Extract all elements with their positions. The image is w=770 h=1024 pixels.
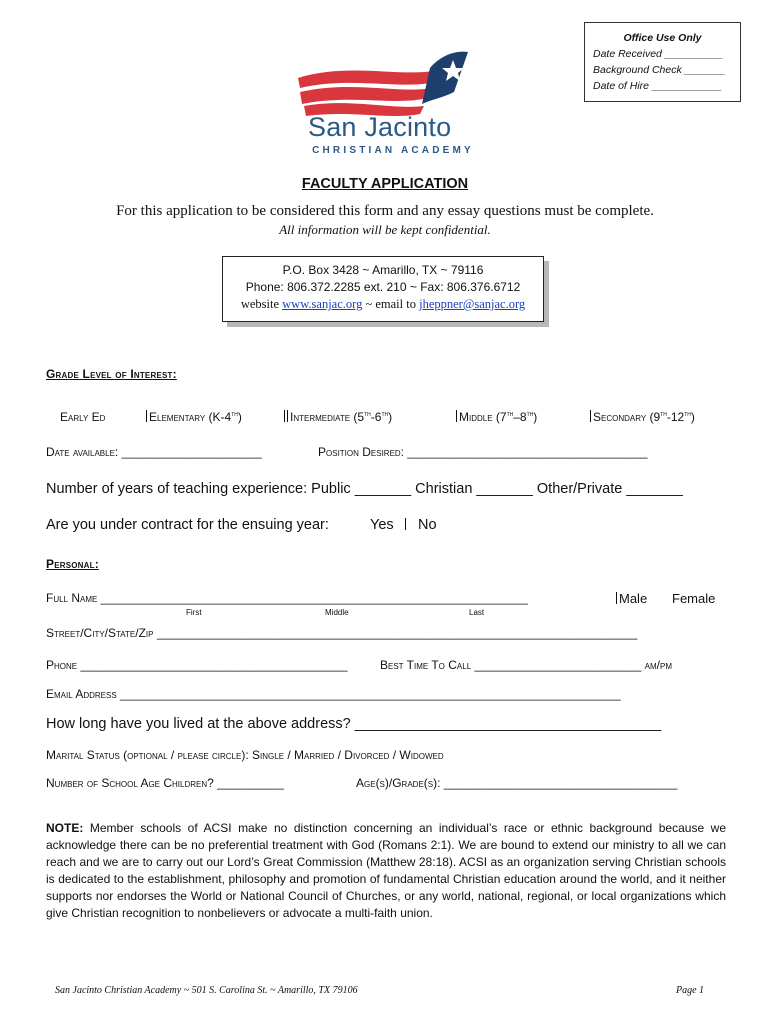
sup: th xyxy=(506,411,514,418)
logo-name: San Jacinto xyxy=(308,112,452,142)
middle-label: Middle (7 xyxy=(459,410,507,424)
yes-label: Yes xyxy=(370,517,394,533)
sup: th xyxy=(364,411,371,418)
footer-page-number: Page 1 xyxy=(676,985,705,996)
footer-address: San Jacinto Christian Academy ~ 501 S. Carolina St. ~ Amarillo, TX 79106 xyxy=(55,985,358,996)
intermediate-label: Intermediate (5 xyxy=(290,410,365,424)
contract-no-option[interactable] xyxy=(405,517,437,533)
sup: th xyxy=(231,411,238,418)
contract-question: Are you under contract for the ensuing year: xyxy=(46,517,329,533)
male-option[interactable] xyxy=(616,591,647,606)
last-name-sublabel: Last xyxy=(469,608,485,617)
grade-level-heading: Grade Level of Interest: xyxy=(46,367,177,381)
checkbox-mark xyxy=(287,410,288,422)
page-title: FACULTY APPLICATION xyxy=(301,176,469,192)
full-name-field[interactable]: Full Name ________________________________________________________________ xyxy=(46,591,528,605)
checkbox-mark xyxy=(590,410,591,422)
note-text: Member schools of ACSI make no distinction concerning an individual’s race or ethnic background because we acknowledge there can be no preferential treatment with God (Romans 2:1). We are bound to extend our ministry to all we can reach and we are to carry out our Lord’s Great Commission (Matthew 28:18). ACSI as an organization serving Christian schools is dedicated to the establishment, philosophy and promotion of fundamental Christian education around the world, and it neither supports nor endorses the World or National Council of Churches, or any world, national, regional, or local organizations which give Christian recognition to nonbelievers or advocate a multi-faith union. xyxy=(46,821,726,920)
office-use-box xyxy=(584,22,741,102)
checkbox-mark xyxy=(284,410,285,422)
contact-phone: Phone: 806.372.2285 ext. 210 ~ Fax: 806.376.6712 xyxy=(245,280,521,294)
female-option[interactable] xyxy=(672,591,715,606)
phone-field[interactable]: Phone ________________________________________ xyxy=(46,658,348,672)
email-prefix: ~ email to xyxy=(362,297,420,311)
teaching-experience-field[interactable]: Number of years of teaching experience: Public _______ Christian _______ Other/Private _______ xyxy=(46,481,683,497)
male-label: Male xyxy=(619,591,648,606)
position-desired-field[interactable]: Position Desired: ____________________________________ xyxy=(318,445,648,459)
background-check-line: Background Check _______ xyxy=(593,64,726,76)
grade-option-intermediate[interactable] xyxy=(284,410,392,424)
note-label: NOTE: xyxy=(46,821,84,835)
date-available-field[interactable]: Date available: _____________________ xyxy=(46,445,262,459)
checkbox-mark xyxy=(405,518,406,530)
checkbox-mark xyxy=(616,592,617,604)
paren: ) xyxy=(388,410,393,424)
secondary-label: Secondary (9 xyxy=(593,410,661,424)
paren: ) xyxy=(690,410,695,424)
ages-grades-field[interactable]: Age(s)/Grade(s): ___________________________________ xyxy=(356,776,678,790)
best-time-to-call-field[interactable]: Best Time To Call _________________________ am/pm xyxy=(380,658,672,672)
personal-heading: Personal: xyxy=(46,557,99,571)
sup: th xyxy=(381,411,389,418)
intro-text: For this application to be considered this form and any essay questions must be complete. xyxy=(116,203,654,219)
sup: th xyxy=(684,411,691,418)
first-name-sublabel: First xyxy=(186,608,202,617)
elementary-label: Elementary (K-4 xyxy=(149,410,232,424)
acsi-note xyxy=(46,820,726,922)
website-link[interactable]: www.sanjac.org xyxy=(282,297,363,311)
email-address-field[interactable]: Email Address ___________________________________________________________________________ xyxy=(46,687,621,701)
early-ed-label: Early Ed xyxy=(60,410,106,424)
contract-yes-option[interactable] xyxy=(370,517,394,533)
street-city-state-zip-field[interactable]: Street/City/State/Zip ________________________________________________________________________ xyxy=(46,626,638,640)
no-label: No xyxy=(418,517,437,533)
date-of-hire-line: Date of Hire ____________ xyxy=(593,80,723,92)
contact-box xyxy=(222,256,544,322)
website-prefix: website xyxy=(240,297,283,311)
mid: –8 xyxy=(513,410,527,424)
checkbox-mark xyxy=(456,410,457,422)
contact-web xyxy=(223,296,543,313)
mid: -12 xyxy=(666,410,685,424)
marital-status-field[interactable]: Marital Status (optional / please circle): Single / Married / Divorced / Widowed xyxy=(46,748,444,762)
grade-option-elementary[interactable] xyxy=(146,410,242,424)
email-link[interactable]: jheppner@sanjac.org xyxy=(419,297,526,311)
paren: ) xyxy=(533,410,538,424)
grade-option-middle[interactable] xyxy=(456,410,537,424)
checkbox-mark xyxy=(146,410,147,422)
grade-option-early-ed[interactable] xyxy=(60,410,105,424)
grade-option-secondary[interactable] xyxy=(590,410,695,424)
middle-name-sublabel: Middle xyxy=(325,608,349,617)
sup: th xyxy=(526,411,534,418)
paren: ) xyxy=(237,410,242,424)
sup: th xyxy=(660,411,667,418)
confidential-notice: All information will be kept confidential. xyxy=(279,222,491,237)
contact-address: P.O. Box 3428 ~ Amarillo, TX ~ 79116 xyxy=(282,263,484,277)
female-label: Female xyxy=(672,591,716,606)
logo-subtitle: CHRISTIAN ACADEMY xyxy=(312,145,474,156)
years-at-address-field[interactable]: How long have you lived at the above address? ______________________________________ xyxy=(46,716,662,732)
office-use-title: Office Use Only xyxy=(623,32,702,44)
mid: -6 xyxy=(370,410,382,424)
date-received-line: Date Received __________ xyxy=(593,48,724,60)
school-age-children-field[interactable]: Number of School Age Children? __________ xyxy=(46,776,284,790)
